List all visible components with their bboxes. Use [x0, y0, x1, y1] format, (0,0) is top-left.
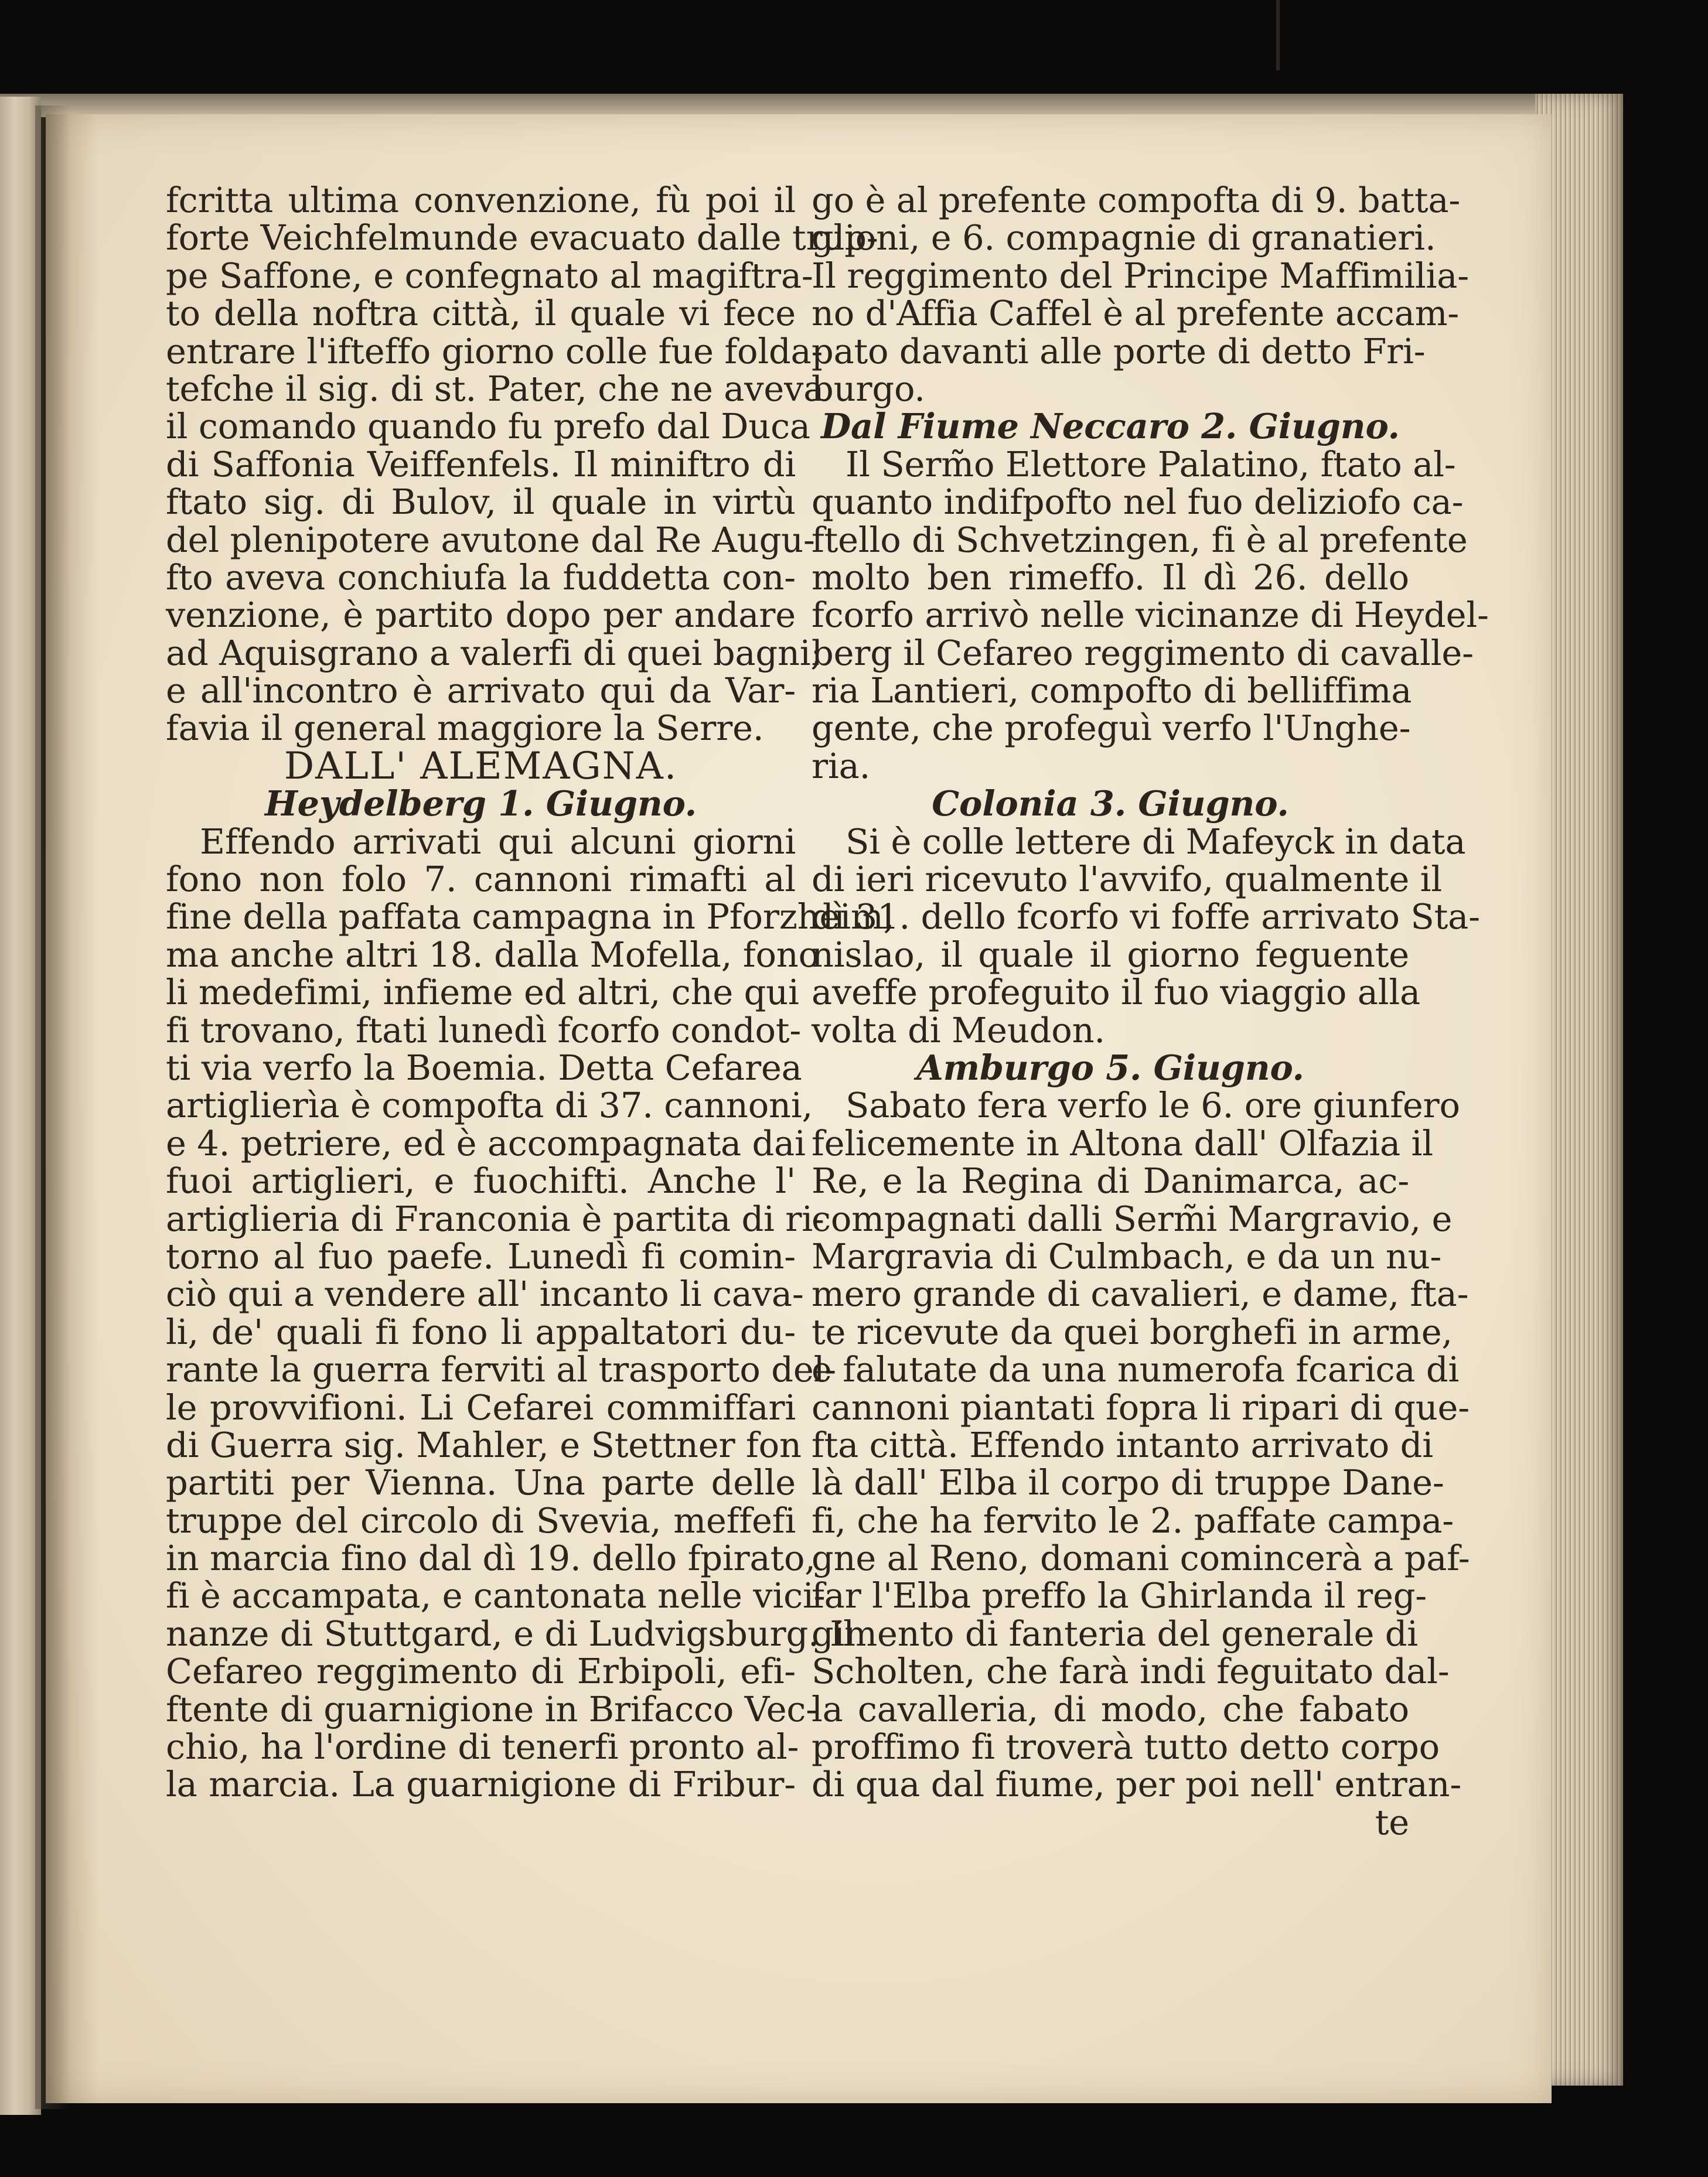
text-line: fono non folo 7. cannoni rimafti al — [166, 859, 796, 900]
text-line: favia il general maggiore la Serre. — [166, 708, 764, 749]
text-line: partiti per Vienna. Una parte delle — [166, 1462, 796, 1503]
text-line: quanto indifpofto nel fuo deliziofo ca- — [812, 482, 1464, 523]
text-line: ftente di guarnigione in Brifacco Vec- — [166, 1688, 817, 1729]
text-line: ria Lantieri, compofto di belliffima — [812, 670, 1412, 711]
text-line: Il reggimento del Principe Maffimilia- — [812, 255, 1469, 296]
text-line: entrare l'ifteffo giorno colle fue folda- — [166, 330, 823, 371]
text-line: là dall' Elba il corpo di truppe Dane- — [812, 1462, 1444, 1503]
dateline-heading: Colonia 3. Giugno. — [932, 783, 1289, 824]
dateline-heading: Dal Fiume Neccaro 2. Giugno. — [821, 406, 1400, 447]
text-line: chio, ha l'ordine di tenerfi pronto al- — [166, 1726, 799, 1767]
text-line: fuoi artiglieri, e fuochifti. Anche l' — [166, 1161, 796, 1202]
text-line: aveffe profeguito il fuo viaggio alla — [812, 972, 1420, 1013]
text-line: te — [1375, 1801, 1409, 1842]
text-line: forte Veichfelmunde evacuato dalle trup- — [166, 217, 878, 258]
text-line: Cefareo reggimento di Erbipoli, efi- — [166, 1651, 796, 1692]
text-line: fcorfo arrivò nelle vicinanze di Heydel- — [812, 595, 1489, 636]
text-line: li medefimi, infieme ed altri, che qui — [166, 972, 799, 1013]
spine-shadow — [35, 105, 70, 2109]
text-line: fi è accampata, e cantonata nelle vici- — [166, 1575, 826, 1616]
text-line: del plenipotere avutone dal Re Augu- — [166, 519, 815, 560]
text-line: glioni, e 6. compagnie di granatieri. — [812, 217, 1436, 258]
text-line: Effendo arrivati qui alcuni giorni — [200, 821, 796, 862]
text-line: nislao, il quale il giorno feguente — [812, 934, 1409, 975]
text-line: go è al prefente compofta di 9. batta- — [812, 180, 1461, 220]
dateline-heading: Heydelberg 1. Giugno. — [264, 783, 697, 824]
dateline-heading: Amburgo 5. Giugno. — [916, 1047, 1304, 1088]
text-line: gne al Reno, domani comincerà a paf- — [812, 1538, 1470, 1579]
text-line: fta città. Effendo intanto arrivato di — [812, 1424, 1433, 1465]
text-line: e all'incontro è arrivato qui da Var- — [166, 670, 796, 711]
text-line: fto aveva conchiufa la fuddetta con- — [166, 557, 796, 598]
text-line: Margravia di Culmbach, e da un nu- — [812, 1236, 1442, 1277]
text-line: la marcia. La guarnigione di Fribur- — [166, 1764, 796, 1805]
text-line: ad Aquisgrano a valerfi di quei bagni; — [166, 632, 823, 673]
text-line: far l'Elba preffo la Ghirlanda il reg- — [812, 1575, 1427, 1616]
page-top-edge — [0, 94, 1594, 117]
text-line: fcritta ultima convenzione, fù poi il — [166, 180, 796, 220]
text-line: gente, che profeguì verfo l'Unghe- — [812, 708, 1411, 749]
text-line: te ricevute da quei borghefi in arme, — [812, 1311, 1453, 1352]
text-line: compagnati dalli Serm̃i Margravio, e — [812, 1198, 1453, 1239]
text-line: Si è colle lettere di Mafeyck in data — [846, 821, 1466, 862]
text-line: Scholten, che farà indi feguitato dal- — [812, 1651, 1450, 1692]
text-line: cannoni piantati fopra li ripari di que- — [812, 1387, 1470, 1428]
text-line: la cavalleria, di modo, che fabato — [812, 1688, 1409, 1729]
text-line: mero grande di cavalieri, e dame, fta- — [812, 1274, 1469, 1315]
text-line: artiglieria di Franconia è partita di ri- — [166, 1198, 824, 1239]
text-line: volta di Meudon. — [812, 1009, 1105, 1050]
text-line: pe Saffone, e confegnato al magiftra- — [166, 255, 813, 296]
top-edge-mark — [1276, 0, 1280, 70]
text-line: le provvifioni. Li Cefarei commiffari — [166, 1387, 796, 1428]
text-line: ria. — [812, 745, 871, 786]
text-line: ti via verfo la Boemia. Detta Cefarea — [166, 1047, 802, 1088]
text-line: e falutate da una numerofa fcarica di — [812, 1349, 1460, 1390]
text-line: di qua dal fiume, per poi nell' entran- — [812, 1764, 1462, 1805]
text-line: dì 31. dello fcorfo vi foffe arrivato Sta- — [812, 896, 1480, 937]
text-line: ma anche altri 18. dalla Mofella, fono — [166, 934, 819, 975]
text-line: di Saffonia Veiffenfels. Il miniftro di — [166, 443, 796, 484]
text-line: torno al fuo paefe. Lunedì fi comin- — [166, 1236, 796, 1277]
text-line: di Guerra sig. Mahler, e Stettner fon — [166, 1424, 802, 1465]
text-line: di ieri ricevuto l'avvifo, qualmente il — [812, 859, 1443, 900]
text-line: fi, che ha fervito le 2. paffate campa- — [812, 1500, 1454, 1541]
text-line: e 4. petriere, ed è accompagnata dai — [166, 1122, 806, 1163]
text-line: fine della paffata campagna in Pforzheim, — [166, 896, 895, 937]
text-line: truppe del circolo di Svevia, meffefi — [166, 1500, 796, 1541]
text-line: in marcia fino dal dì 19. dello fpirato, — [166, 1538, 816, 1579]
text-line: nanze di Stuttgard, e di Ludvigsburg. Il — [166, 1613, 854, 1654]
text-line: il comando quando fu prefo dal Duca — [166, 406, 810, 447]
text-line: proffimo fi troverà tutto detto corpo — [812, 1726, 1440, 1767]
text-line: rante la guerra ferviti al trasporto del- — [166, 1349, 836, 1390]
text-line: berg il Cefareo reggimento di cavalle- — [812, 632, 1474, 673]
text-line: burgo. — [812, 368, 925, 409]
text-line: pato davanti alle porte di detto Fri- — [812, 330, 1426, 371]
right-text-column — [812, 180, 1489, 1842]
text-line: to della noftra città, il quale vi fece — [166, 293, 796, 334]
text-line: ftello di Schvetzingen, fi è al prefente — [812, 519, 1468, 560]
text-line: Il Serm̃o Elettore Palatino, ftato al- — [846, 443, 1456, 484]
text-line: ciò qui a vendere all' incanto li cava- — [166, 1274, 804, 1315]
text-line: molto ben rimeffo. Il dì 26. dello — [812, 557, 1409, 598]
text-line: felicemente in Altona dall' Olfazia il — [812, 1122, 1433, 1163]
text-line: artiglierìa è compofta di 37. cannoni, — [166, 1085, 813, 1126]
text-line: ftato sig. di Bulov, il quale in virtù — [166, 482, 796, 523]
text-line: no d'Affia Caffel è al prefente accam- — [812, 293, 1460, 334]
text-line: Sabato fera verfo le 6. ore giunfero — [846, 1085, 1460, 1126]
text-line: li, de' quali fi fono li appaltatori du- — [166, 1311, 796, 1352]
text-line: Re, e la Regina di Danimarca, ac- — [812, 1161, 1409, 1202]
text-line: venzione, è partito dopo per andare — [166, 595, 796, 636]
text-line: gimento di fanteria del generale di — [812, 1613, 1418, 1654]
text-line: fi trovano, ftati lunedì fcorfo condot- — [166, 1009, 802, 1050]
text-line: tefche il sig. di st. Pater, che ne aveva — [166, 368, 824, 409]
section-heading: DALL' ALEMAGNA. — [284, 744, 678, 788]
